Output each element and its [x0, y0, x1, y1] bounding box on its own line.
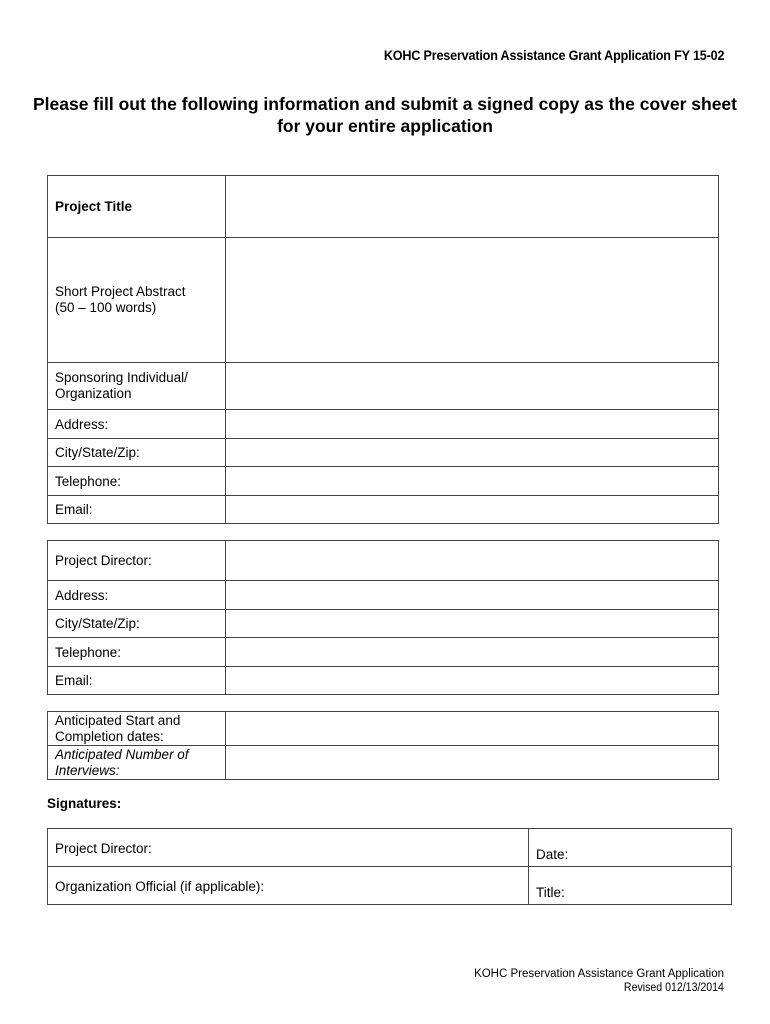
dates-row: [48, 712, 719, 746]
abstract-label-line2: (50 – 100 words): [55, 300, 157, 315]
dates-field[interactable]: [226, 712, 719, 746]
sponsor-row: [48, 363, 719, 410]
director-field[interactable]: [226, 541, 719, 581]
director-address-label: Address:: [48, 581, 226, 610]
interviews-label-line2: Interviews:: [55, 762, 120, 778]
abstract-label: [48, 238, 226, 363]
project-title-label: Project Title: [48, 176, 226, 238]
director-email-field[interactable]: [226, 667, 719, 695]
interviews-label: [48, 746, 226, 780]
sponsor-city-label: City/State/Zip:: [48, 439, 226, 467]
signature-date-label: Date:: [536, 847, 569, 862]
director-signature-field[interactable]: [48, 829, 529, 867]
sponsor-city-row: [48, 439, 719, 467]
director-city-row: [48, 610, 719, 638]
official-signature-label: Organization Official (if applicable):: [55, 879, 265, 894]
director-address-row: [48, 581, 719, 610]
project-title-row: [48, 176, 719, 238]
footer-title: KOHC Preservation Assistance Grant Application: [474, 968, 724, 980]
signature-date-field[interactable]: [529, 829, 732, 867]
director-email-label: Email:: [48, 667, 226, 695]
page-footer: [474, 967, 724, 995]
instructions-heading: Please fill out the following information and submit a signed copy as the cover sheet for your entire application: [32, 94, 737, 136]
footer-revision: Revised 012/13/2014: [623, 982, 724, 994]
abstract-row: [48, 238, 719, 363]
director-signature-row: [48, 829, 732, 867]
director-address-field[interactable]: [226, 581, 719, 610]
director-signature-label: Project Director:: [55, 841, 152, 856]
director-city-field[interactable]: [226, 610, 719, 638]
project-title-field[interactable]: [226, 176, 719, 238]
director-info-table: [47, 540, 719, 695]
director-email-row: [48, 667, 719, 695]
sponsor-address-field[interactable]: [226, 410, 719, 439]
dates-label: [48, 712, 226, 746]
dates-label-line2: Completion dates:: [55, 728, 164, 744]
signature-title-label: Title:: [536, 885, 565, 900]
signatures-heading: Signatures:: [47, 796, 122, 811]
interviews-label-line1: Anticipated Number of: [55, 746, 189, 762]
sponsor-telephone-label: Telephone:: [48, 467, 226, 496]
director-label: Project Director:: [48, 541, 226, 581]
sponsor-email-row: [48, 496, 719, 524]
sponsor-telephone-row: [48, 467, 719, 496]
sponsor-label-line2: Organization: [55, 386, 132, 401]
sponsor-address-row: [48, 410, 719, 439]
official-signature-row: [48, 867, 732, 905]
sponsor-city-field[interactable]: [226, 439, 719, 467]
abstract-label-line1: Short Project Abstract: [55, 284, 186, 299]
abstract-field[interactable]: [226, 238, 719, 363]
project-info-table: [47, 175, 719, 524]
director-city-label: City/State/Zip:: [48, 610, 226, 638]
sponsor-telephone-field[interactable]: [226, 467, 719, 496]
director-row: [48, 541, 719, 581]
sponsor-field[interactable]: [226, 363, 719, 410]
director-telephone-field[interactable]: [226, 638, 719, 667]
sponsor-label: [48, 363, 226, 410]
director-telephone-label: Telephone:: [48, 638, 226, 667]
sponsor-label-line1: Sponsoring Individual/: [55, 370, 188, 385]
director-telephone-row: [48, 638, 719, 667]
dates-table: [47, 711, 719, 780]
form-header-title: KOHC Preservation Assistance Grant Application FY 15-02: [383, 47, 724, 63]
interviews-row: [48, 746, 719, 780]
interviews-field[interactable]: [226, 746, 719, 780]
signature-title-field[interactable]: [529, 867, 732, 905]
sponsor-address-label: Address:: [48, 410, 226, 439]
dates-label-line1: Anticipated Start and: [55, 712, 181, 728]
sponsor-email-field[interactable]: [226, 496, 719, 524]
sponsor-email-label: Email:: [48, 496, 226, 524]
official-signature-field[interactable]: [48, 867, 529, 905]
signatures-table: [47, 828, 732, 905]
